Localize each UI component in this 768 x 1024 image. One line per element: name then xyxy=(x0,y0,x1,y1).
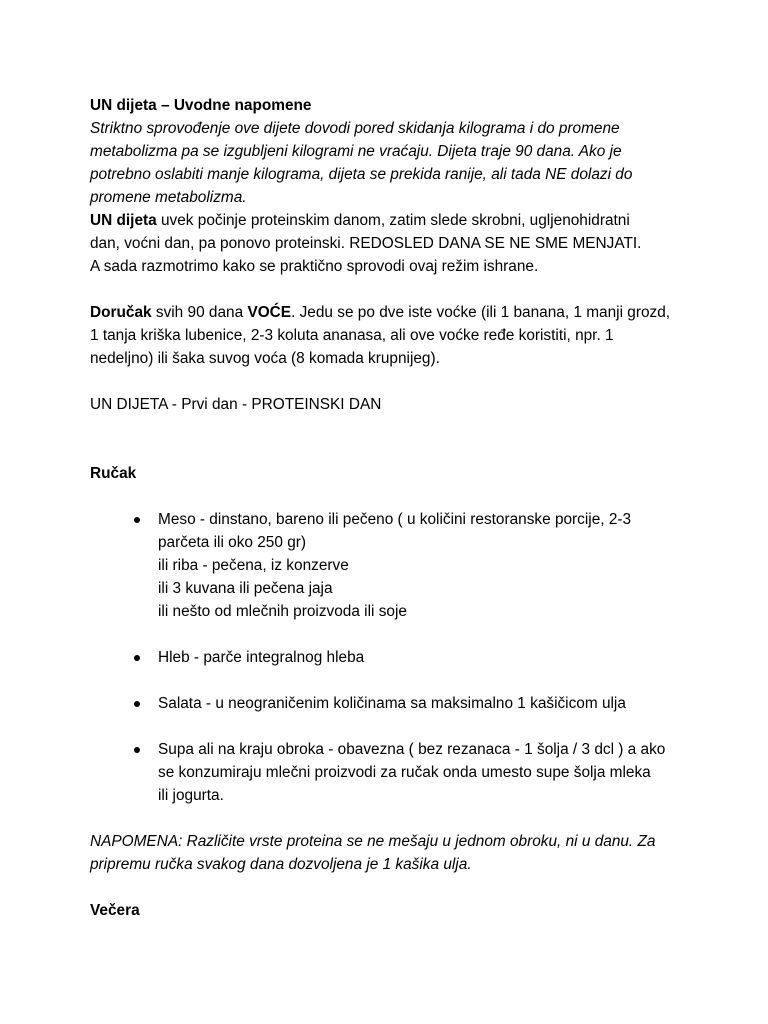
order-line-2: dan, voćni dan, pa ponovo proteinski. REDOSLED DANA SE NE SME MENJATI. xyxy=(90,235,642,252)
intro-text-line-3: potrebno oslabiti manje kilograma, dijeta se prekida ranije, ali tada NE dolazi do xyxy=(90,166,633,183)
list-item xyxy=(90,508,698,623)
list-item-line: se konzumiraju mlečni proizvodi za ručak onda umesto supe šolja mleka xyxy=(158,764,651,781)
bullet-icon xyxy=(134,701,140,707)
breakfast-lead: Doručak xyxy=(90,304,152,321)
list-item-line: ili jogurta. xyxy=(158,787,224,804)
bullet-icon xyxy=(134,655,140,661)
list-item-line: parčeta ili oko 250 gr) xyxy=(158,534,306,551)
intro-text-line-4: promene metabolizma. xyxy=(90,189,247,206)
breakfast-mid: svih 90 dana xyxy=(151,304,248,321)
list-item xyxy=(90,738,698,807)
spacer xyxy=(90,416,698,462)
order-line-1 xyxy=(90,209,698,232)
spacer xyxy=(90,370,698,393)
spacer xyxy=(90,278,698,301)
order-lead: UN dijeta xyxy=(90,212,157,229)
list-item xyxy=(90,692,698,715)
list-item-line: ili 3 kuvana ili pečena jaja xyxy=(158,580,333,597)
list-item-line: Hleb - parče integralnog hleba xyxy=(158,649,365,666)
order-line-3: A sada razmotrimo kako se praktično sprovodi ovaj režim ishrane. xyxy=(90,258,539,275)
breakfast-line-2: 1 tanja kriška lubenice, 2-3 koluta ananasa, ali ove voćke ređe koristiti, npr. 1 xyxy=(90,327,614,344)
breakfast-line-1-rest: . Jedu se po dve iste voćke (ili 1 banana, 1 manji grozd, xyxy=(291,304,671,321)
intro-heading: UN dijeta – Uvodne napomene xyxy=(90,97,312,114)
lunch-list xyxy=(90,508,698,807)
dinner-heading: Večera xyxy=(90,902,140,919)
list-item-line: ili riba - pečena, iz konzerve xyxy=(158,557,349,574)
note-line-2: pripremu ručka svakog dana dozvoljena je 1 kašika ulja. xyxy=(90,856,472,873)
list-item-line: Supa ali na kraju obroka - obavezna ( bez rezanaca - 1 šolja / 3 dcl ) a ako xyxy=(158,741,666,758)
list-item xyxy=(90,646,698,669)
breakfast-line-3: nedeljno) ili šaka suvog voća (8 komada krupnijeg). xyxy=(90,350,440,367)
list-item-line: Meso - dinstano, bareno ili pečeno ( u količini restoranske porcije, 2-3 xyxy=(158,511,632,528)
spacer xyxy=(90,485,698,508)
bullet-icon xyxy=(134,517,140,523)
breakfast-line-1 xyxy=(90,301,698,324)
intro-text-line-2: metabolizma pa se izgubljeni kilogrami ne vraćaju. Dijeta traje 90 dana. Ako je xyxy=(90,143,622,160)
bullet-icon xyxy=(134,747,140,753)
spacer xyxy=(90,876,698,899)
day-title: UN DIJETA - Prvi dan - PROTEINSKI DAN xyxy=(90,396,382,413)
breakfast-voce: VOĆE xyxy=(247,304,292,321)
lunch-heading: Ručak xyxy=(90,465,137,482)
note-line-1: NAPOMENA: Različite vrste proteina se ne mešaju u jednom obroku, ni u danu. Za xyxy=(90,833,656,850)
list-item-line: ili nešto od mlečnih proizvoda ili soje xyxy=(158,603,407,620)
order-line-1-rest: uvek počinje proteinskim danom, zatim slede skrobni, ugljenohidratni xyxy=(156,212,630,229)
intro-text-line-1: Striktno sprovođenje ove dijete dovodi pored skidanja kilograma i do promene xyxy=(90,120,620,137)
list-item-line: Salata - u neograničenim količinama sa maksimalno 1 kašičicom ulja xyxy=(158,695,626,712)
